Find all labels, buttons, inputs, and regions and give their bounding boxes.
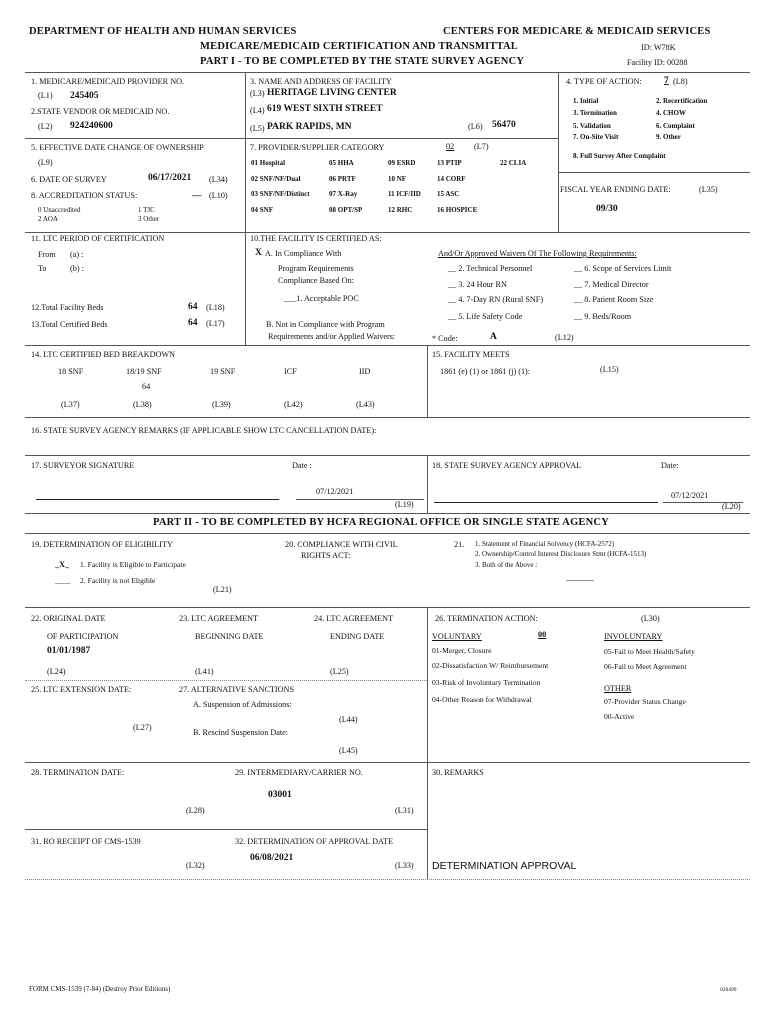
f19-option-1: 1. Facility is Eligible to Participate bbox=[80, 560, 186, 569]
f12-code: (L18) bbox=[206, 303, 225, 312]
f32-code: (L33) bbox=[395, 861, 414, 870]
f10-b1: B. Not in Compliance with Program bbox=[266, 320, 385, 329]
f14-code-l37: (L37) bbox=[61, 400, 80, 409]
part1-title: PART I - TO BE COMPLETED BY THE STATE SURVEY AGENCY bbox=[200, 56, 525, 67]
f26-v02: 02-Dissatisfaction W/ Reimbursement bbox=[432, 661, 549, 670]
f22-code: (L24) bbox=[47, 667, 66, 676]
f7-cat-06: 06 PRTF bbox=[329, 175, 356, 183]
f22-label: 22. ORIGINAL DATE bbox=[31, 614, 106, 623]
waiver-6-text: 6. Scope of Services Limit bbox=[584, 264, 672, 273]
f17-label: 17. SURVEYOR SIGNATURE bbox=[31, 461, 135, 470]
f19-blank: ____ bbox=[55, 576, 71, 585]
f13-value: 64 bbox=[188, 318, 198, 328]
rule-top bbox=[25, 72, 750, 73]
f29-value: 03001 bbox=[268, 790, 292, 800]
f2-code: (L2) bbox=[38, 122, 53, 131]
f18-signature-line bbox=[434, 502, 658, 503]
footer-code: 020499 bbox=[720, 987, 737, 993]
f22-sub: OF PARTICIPATION bbox=[47, 632, 119, 641]
f23-code: (L41) bbox=[195, 667, 214, 676]
rule-f14 bbox=[25, 345, 750, 346]
f19-code: (L21) bbox=[213, 585, 232, 594]
f7-cat-10: 10 NF bbox=[388, 175, 407, 183]
f18-label: 18. STATE SURVEY AGENCY APPROVAL bbox=[432, 461, 582, 470]
f27-label: 27. ALTERNATIVE SANCTIONS bbox=[179, 685, 295, 694]
waiver-5-text: 5. Life Safety Code bbox=[458, 312, 523, 321]
f26-i05: 05-Fail to Meet Health/Safety bbox=[604, 647, 695, 656]
f6-code: (L34) bbox=[209, 175, 228, 184]
f14-col-icf: ICF bbox=[284, 367, 297, 376]
f26-o00: 00-Active bbox=[604, 712, 635, 721]
f7-cat-13: 13 PTIP bbox=[437, 159, 462, 167]
rule-f16 bbox=[25, 417, 750, 418]
f13-code: (L17) bbox=[206, 319, 225, 328]
waiver-6: __ 6. Scope of Services Limit bbox=[574, 264, 672, 273]
f4-opt-7: 7. On-Site Visit bbox=[573, 133, 619, 141]
f29-code: (L31) bbox=[395, 806, 414, 815]
waiver-2-text: 2. Technical Personnel bbox=[458, 264, 533, 273]
f24-label: 24. LTC AGREEMENT bbox=[314, 614, 394, 623]
f4-opt-6: 6. Complaint bbox=[656, 122, 695, 130]
f4-code: (L8) bbox=[673, 77, 688, 86]
f12-value: 64 bbox=[188, 302, 198, 312]
f21-item-3: 3. Both of the Above : bbox=[475, 561, 538, 569]
f1-value: 245405 bbox=[70, 91, 99, 101]
waiver-4: __ 4. 7-Day RN (Rural SNF) bbox=[448, 295, 544, 304]
f10-pr: Program Requirements bbox=[278, 264, 354, 273]
f5-label: 5. EFFECTIVE DATE CHANGE OF OWNERSHIP bbox=[31, 143, 204, 152]
f10-acceptable-poc: ___1. Acceptable POC bbox=[284, 294, 359, 303]
f30-remarks-value: DETERMINATION APPROVAL bbox=[432, 860, 577, 872]
waiver-9-text: 9. Beds/Room bbox=[584, 312, 632, 321]
f7-code: (L7) bbox=[474, 142, 489, 151]
f19-mark: _X_ bbox=[55, 560, 70, 569]
col-divider-f10 bbox=[245, 232, 246, 345]
f7-value: 02 bbox=[446, 142, 455, 151]
f14-code-l43: (L43) bbox=[356, 400, 375, 409]
f3-street: 619 WEST SIXTH STREET bbox=[267, 104, 383, 114]
f11-to: To bbox=[38, 264, 47, 273]
form-title: MEDICARE/MEDICAID CERTIFICATION AND TRANSMITTAL bbox=[200, 41, 518, 52]
f8-opt-1: 1 TJC bbox=[138, 206, 155, 214]
col-divider-f26 bbox=[427, 607, 428, 879]
f14-col-iid: IID bbox=[359, 367, 371, 376]
f8-blank: __ bbox=[192, 188, 202, 198]
f14-code-l42: (L42) bbox=[284, 400, 303, 409]
f5-addr-code: (L5) bbox=[250, 124, 265, 133]
f27-code-b: (L45) bbox=[339, 746, 358, 755]
f14-code-l39: (L39) bbox=[212, 400, 231, 409]
f23-sub: BEGINNING DATE bbox=[195, 632, 264, 641]
f26-voluntary: VOLUNTARY bbox=[432, 632, 482, 641]
f7-label: 7. PROVIDER/SUPPLIER CATEGORY bbox=[250, 143, 385, 152]
f32-label: 32. DETERMINATION OF APPROVAL DATE bbox=[235, 837, 394, 846]
fy-code: (L35) bbox=[699, 185, 718, 194]
f22-value: 01/01/1987 bbox=[47, 646, 91, 656]
facility-id: Facility ID: 00288 bbox=[627, 58, 688, 67]
waiver-3-text: 3. 24 Hour RN bbox=[458, 280, 507, 289]
f4-opt-4: 4. CHOW bbox=[656, 109, 686, 117]
waiver-9: __ 9. Beds/Room bbox=[574, 312, 632, 321]
f7-cat-05: 05 HHA bbox=[329, 159, 354, 167]
rule-f5 bbox=[25, 138, 558, 139]
f26-voluntary-value: 00 bbox=[538, 630, 547, 639]
f26-other: OTHER bbox=[604, 684, 632, 693]
fy-label: FISCAL YEAR ENDING DATE: bbox=[560, 185, 671, 194]
rule-part2 bbox=[25, 513, 750, 514]
f26-v03: 03-Risk of Involuntary Termination bbox=[432, 678, 541, 687]
waiver-3: __ 3. 24 Hour RN bbox=[448, 280, 507, 289]
f24-code: (L25) bbox=[330, 667, 349, 676]
f17-code: (L19) bbox=[395, 500, 414, 509]
f7-cat-11: 11 ICF/IID bbox=[388, 190, 421, 198]
dept-heading: DEPARTMENT OF HEALTH AND HUMAN SERVICES bbox=[29, 26, 297, 37]
f7-cat-09: 09 ESRD bbox=[388, 159, 416, 167]
f7-cat-14: 14 CORF bbox=[437, 175, 466, 183]
f14-col-19snf: 19 SNF bbox=[210, 367, 236, 376]
f7-cat-16: 16 HOSPICE bbox=[437, 206, 478, 214]
f1-code: (L1) bbox=[38, 91, 53, 100]
f11-from: From bbox=[38, 250, 56, 259]
f7-cat-03: 03 SNF/NF/Distinct bbox=[251, 190, 310, 198]
col-divider-2 bbox=[558, 72, 559, 232]
f14-col-18snf: 18 SNF bbox=[58, 367, 84, 376]
f14-col-1819snf: 18/19 SNF bbox=[126, 367, 162, 376]
f26-i06: 06-Fail to Meet Agreement bbox=[604, 662, 687, 671]
survey-id: ID: W78K bbox=[641, 43, 676, 52]
f4-addr-code: (L4) bbox=[250, 106, 265, 115]
f7-cat-12: 12 RHC bbox=[388, 206, 413, 214]
f10-cbo: Compliance Based On: bbox=[278, 276, 354, 285]
f7-cat-07: 07 X-Ray bbox=[329, 190, 358, 198]
f21-answer-line bbox=[566, 580, 594, 581]
f17-date: 07/12/2021 bbox=[316, 487, 354, 496]
f26-label: 26. TERMINATION ACTION: bbox=[435, 614, 538, 623]
rule-f11 bbox=[25, 232, 750, 233]
f10-code-value: A bbox=[490, 332, 497, 342]
f26-involuntary: INVOLUNTARY bbox=[604, 632, 663, 641]
rule-fy bbox=[558, 172, 750, 173]
f15-label: 15. FACILITY MEETS bbox=[432, 350, 510, 359]
rule-f22 bbox=[25, 607, 750, 608]
f4-value: 7 bbox=[664, 76, 669, 86]
f21-num: 21. bbox=[454, 540, 465, 549]
f19-label: 19. DETERMINATION OF ELIGIBILITY bbox=[31, 540, 173, 549]
f24-sub: ENDING DATE bbox=[330, 632, 385, 641]
footer-form: FORM CMS-1539 (7-84) (Destroy Prior Editions) bbox=[29, 985, 171, 993]
f15-text: 1861 (e) (1) or 1861 (j) (1): bbox=[440, 367, 531, 376]
f31-code: (L32) bbox=[186, 861, 205, 870]
cms-heading: CENTERS FOR MEDICARE & MEDICAID SERVICES bbox=[443, 26, 711, 37]
f8-opt-0: 0 Unaccredited bbox=[38, 206, 81, 214]
f10-b2: Requirements and/or Applied Waivers: bbox=[268, 332, 396, 341]
f10-label: 10.THE FACILITY IS CERTIFIED AS: bbox=[250, 234, 382, 243]
f21-item-2: 2. Ownership/Control Interest Disclosure Stmt (HCFA-1513) bbox=[475, 550, 647, 558]
f27-b: B. Rescind Suspension Date: bbox=[193, 728, 289, 737]
f7-cat-04: 04 SNF bbox=[251, 206, 273, 214]
waiver-7-text: 7. Medical Director bbox=[584, 280, 649, 289]
f5-code: (L9) bbox=[38, 158, 53, 167]
f21-item-1: 1. Statement of Financial Solvency (HCFA-2572) bbox=[475, 540, 615, 548]
f4-opt-9: 9. Other bbox=[656, 133, 681, 141]
waiver-8: __ 8. Patient Room Size bbox=[574, 295, 654, 304]
f10-waivers-title: And/Or Approved Waivers Of The Following Requirements: bbox=[438, 249, 637, 258]
f4-opt-8: 8. Full Survey After Complaint bbox=[573, 152, 666, 160]
f20-label-2: RIGHTS ACT: bbox=[301, 551, 351, 560]
waiver-7: __ 7. Medical Director bbox=[574, 280, 649, 289]
f26-v01: 01-Merger, Closure bbox=[432, 646, 492, 655]
f6-addr-code: (L6) bbox=[468, 122, 483, 131]
f14-code-l38: (L38) bbox=[133, 400, 152, 409]
f3-code: (L3) bbox=[250, 89, 265, 98]
waiver-8-text: 8. Patient Room Size bbox=[584, 295, 654, 304]
f19-option-2: 2. Facility is not Eligible bbox=[80, 576, 156, 585]
f25-code: (L27) bbox=[133, 723, 152, 732]
f4-opt-1: 1. Initial bbox=[573, 97, 599, 105]
f14-label: 14. LTC CERTIFIED BED BREAKDOWN bbox=[31, 350, 176, 359]
f7-cat-15: 15 ASC bbox=[437, 190, 460, 198]
f3-name: HERITAGE LIVING CENTER bbox=[267, 88, 397, 98]
waiver-2: __ 2. Technical Personnel bbox=[448, 264, 533, 273]
rule-f31 bbox=[25, 829, 427, 830]
rule-f28 bbox=[25, 762, 750, 763]
f31-label: 31. RO RECEIPT OF CMS-1539 bbox=[31, 837, 141, 846]
f3-zip: 56470 bbox=[492, 120, 516, 130]
f25-label: 25. LTC EXTENSION DATE: bbox=[31, 685, 132, 694]
f7-cat-01: 01 Hospital bbox=[251, 159, 286, 167]
f8-label: 8. ACCREDITATION STATUS: bbox=[31, 191, 138, 200]
f1-label: 1. MEDICARE/MEDICAID PROVIDER NO. bbox=[31, 77, 185, 86]
f15-code: (L15) bbox=[600, 365, 619, 374]
f28-code: (L28) bbox=[186, 806, 205, 815]
f8-opt-3: 3 Other bbox=[138, 215, 160, 223]
f7-cat-22: 22 CLIA bbox=[500, 159, 527, 167]
rule-part2-bottom bbox=[25, 533, 750, 534]
f8-code: (L10) bbox=[209, 191, 228, 200]
f10-a: A. In Compliance With bbox=[265, 249, 342, 258]
f3-city: PARK RAPIDS, MN bbox=[267, 122, 352, 132]
f18-date-label: Date: bbox=[661, 461, 679, 470]
col-divider-f15 bbox=[427, 345, 428, 417]
f10-code-ref: (L12) bbox=[555, 333, 574, 342]
f12-label: 12.Total Facility Beds bbox=[31, 303, 104, 312]
f14-1819snf-value: 64 bbox=[142, 382, 151, 391]
f13-label: 13.Total Certified Beds bbox=[31, 320, 108, 329]
f8-opt-2: 2 AOA bbox=[38, 215, 59, 223]
f16-label: 16. STATE SURVEY AGENCY REMARKS (IF APPLICABLE SHOW LTC CANCELLATION DATE): bbox=[31, 426, 377, 435]
f11-label: 11. LTC PERIOD OF CERTIFICATION bbox=[31, 234, 165, 243]
f32-value: 06/08/2021 bbox=[250, 853, 294, 863]
waiver-5: __ 5. Life Safety Code bbox=[448, 312, 523, 321]
f29-label: 29. INTERMEDIARY/CARRIER NO. bbox=[235, 768, 363, 777]
f17-date-label: Date : bbox=[292, 461, 312, 470]
f7-cat-02: 02 SNF/NF/Dual bbox=[251, 175, 301, 183]
f26-code: (L30) bbox=[641, 614, 660, 623]
f28-label: 28. TERMINATION DATE: bbox=[31, 768, 125, 777]
f18-code: (L20) bbox=[722, 502, 741, 511]
f4-label: 4. TYPE OF ACTION: bbox=[566, 77, 642, 86]
f3-label: 3. NAME AND ADDRESS OF FACILITY bbox=[250, 77, 392, 86]
f18-date: 07/12/2021 bbox=[671, 491, 709, 500]
f4-opt-2: 2. Recertification bbox=[656, 97, 708, 105]
f30-label: 30. REMARKS bbox=[432, 768, 484, 777]
fy-value: 09/30 bbox=[596, 204, 618, 214]
f11-from-a: (a) : bbox=[70, 250, 84, 259]
waiver-4-text: 4. 7-Day RN (Rural SNF) bbox=[458, 295, 544, 304]
f2-value: 924240600 bbox=[70, 121, 113, 131]
col-divider-f18 bbox=[427, 455, 428, 513]
f4-opt-3: 3. Termination bbox=[573, 109, 617, 117]
f27-a: A. Suspension of Admissions: bbox=[193, 700, 292, 709]
f10-mark: X bbox=[255, 248, 262, 258]
f26-o07: 07-Provider Status Change bbox=[604, 697, 686, 706]
f7-cat-08: 08 OPT/SP bbox=[329, 206, 363, 214]
f26-v04: 04-Other Reason for Withdrawal bbox=[432, 695, 532, 704]
f27-code-a: (L44) bbox=[339, 715, 358, 724]
f4-opt-5: 5. Validation bbox=[573, 122, 611, 130]
col-divider-1 bbox=[245, 72, 246, 232]
part2-title: PART II - TO BE COMPLETED BY HCFA REGIONAL OFFICE OR SINGLE STATE AGENCY bbox=[153, 517, 609, 528]
f11-to-b: (b) : bbox=[70, 264, 84, 273]
f17-signature-line bbox=[36, 499, 279, 500]
f6-label: 6. DATE OF SURVEY bbox=[31, 175, 107, 184]
f23-label: 23. LTC AGREEMENT bbox=[179, 614, 259, 623]
f6-value: 06/17/2021 bbox=[148, 173, 192, 183]
rule-f17 bbox=[25, 455, 750, 456]
f2-label: 2.STATE VENDOR OR MEDICAID NO. bbox=[31, 107, 170, 116]
rule-f25 bbox=[25, 680, 427, 681]
f10-code-label: * Code: bbox=[432, 334, 458, 343]
f20-label-1: 20. COMPLIANCE WITH CIVIL bbox=[285, 540, 398, 549]
rule-bottom bbox=[25, 879, 750, 880]
